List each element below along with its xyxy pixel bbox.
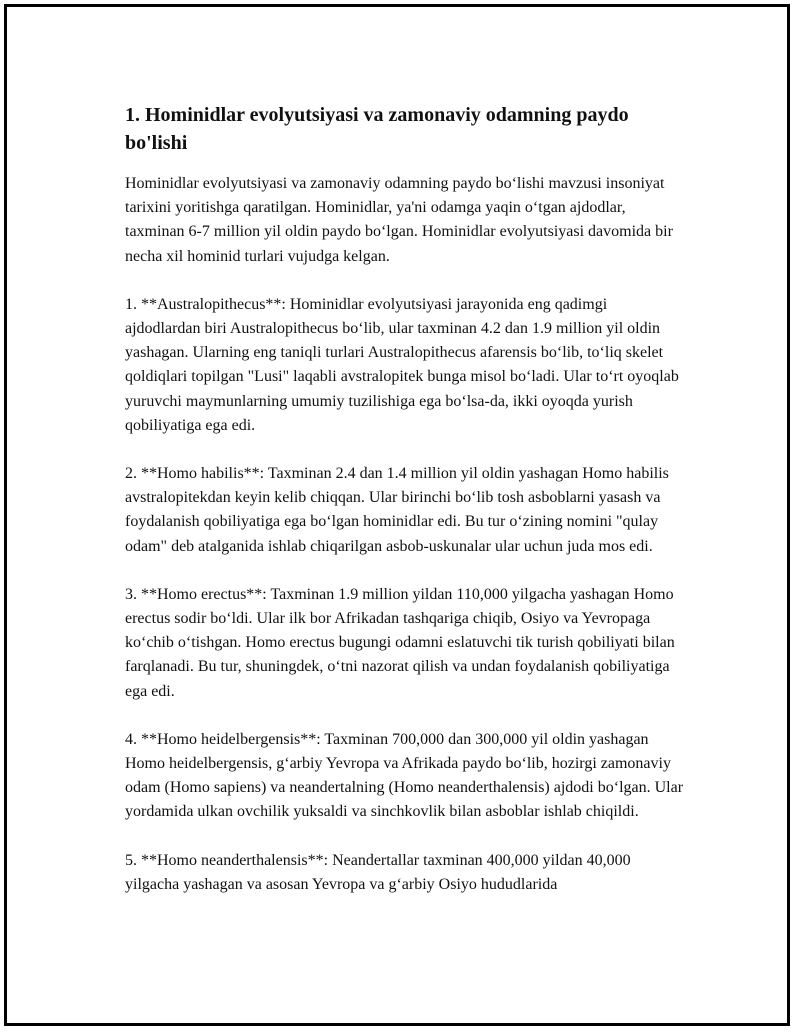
homo-erectus-paragraph: 3. **Homo erectus**: Taxminan 1.9 million yildan 110,000 yilgacha yashagan Homo erectus sodir bo‘ldi. Ular ilk bor Afrikadan tashqariga chiqib, Osiyo va Yevropaga ko‘chib o‘tishgan. Homo erectus bugungi odamni eslatuvchi tik turish qobiliyati bilan farqlanadi. Bu tur, shuningdek, o‘tni nazorat qilish va undan foydalanish qobiliyatiga ega edi. [125,585,675,700]
intro-paragraph: Hominidlar evolyutsiyasi va zamonaviy odamning paydo bo‘lishi mavzusi insoniyat tarixini yoritishga qaratilgan. Hominidlar, ya'ni odamga yaqin o‘tgan ajdodlar, taxminan 6-7 million yil oldin paydo bo‘lgan. Hominidlar evolyutsiyasi davomida bir necha xil hominid turlari vujudga kelgan. [125,175,673,265]
homo-habilis-paragraph: 2. **Homo habilis**: Taxminan 2.4 dan 1.4 million yil oldin yashagan Homo habilis avstralopitekdan keyin kelib chiqqan. Ular birinchi bo‘lib tosh asboblarni yasash va foydalanish qobiliyatiga ega bo‘lgan hominidlar edi. Bu tur o‘zining nomini "qulay odam" deb atalganida ishlab chiqarilgan asbob-uskunalar ular uchun juda mos edi. [125,465,669,555]
document-body [125,101,685,921]
page-frame [4,4,790,1026]
australopithecus-paragraph: 1. **Australopithecus**: Hominidlar evolyutsiyasi jarayonida eng qadimgi ajdodlardan biri Australopithecus bo‘lib, ular taxminan 4.2 dan 1.9 million yil oldin yashagan. Ularning eng taniqli turlari Australopithecus afarensis bo‘lib, to‘liq skelet qoldiqlari topilgan "Lusi" laqabli avstralopitek bunga misol bo‘ladi. Ular to‘rt oyoqlab yuruvchi maymunlarning umumiy tuzilishiga ega bo‘lsa-da, ikki oyoqda yurish qobiliyatiga ega edi. [125,295,679,434]
section-heading: 1. Hominidlar evolyutsiyasi va zamonaviy odamning paydo bo'lishi [125,104,629,154]
homo-heidelbergensis-paragraph: 4. **Homo heidelbergensis**: Taxminan 700,000 dan 300,000 yil oldin yashagan Homo heidelbergensis, g‘arbiy Yevropa va Afrikada paydo bo‘lib, hozirgi zamonaviy odam (Homo sapiens) va neandertalning (Homo neanderthalensis) ajdodi bo‘lgan. Ular yordamida ulkan ovchilik yuksaldi va sinchkovlik bilan asboblar ishlab chiqildi. [125,730,684,821]
homo-neanderthalensis-paragraph: 5. **Homo neanderthalensis**: Neandertallar taxminan 400,000 yildan 40,000 yilgacha yashagan va asosan Yevropa va g‘arbiy Osiyo hududlarida [125,851,631,893]
